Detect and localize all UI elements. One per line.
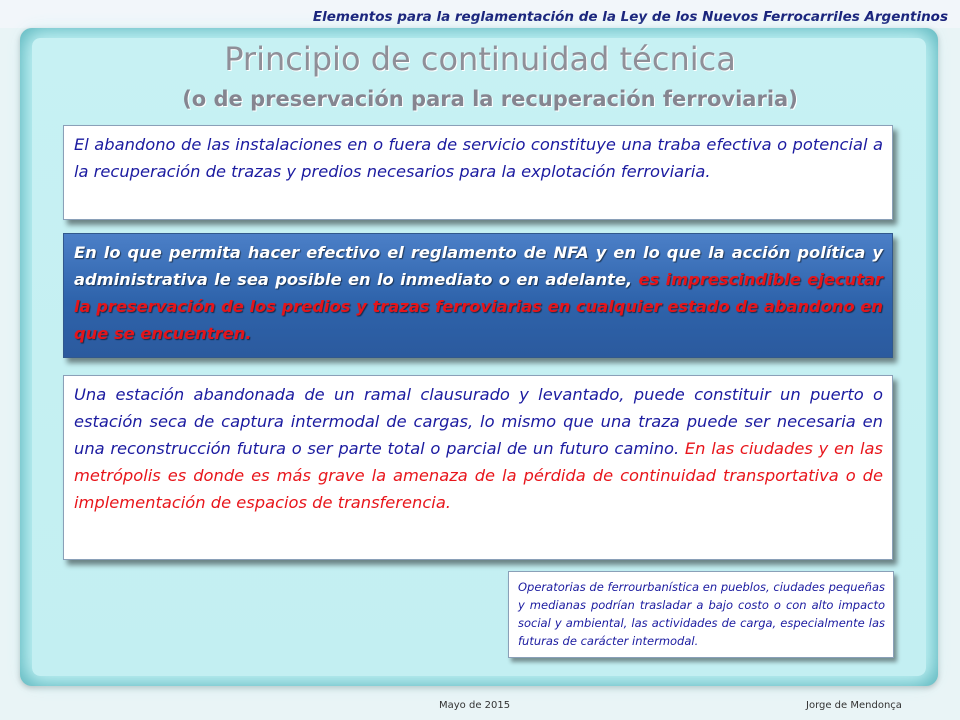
footer-date: Mayo de 2015 xyxy=(439,700,511,711)
text-box-estacion xyxy=(63,375,893,560)
header-title: Elementos para la reglamentación de la Ley de los Nuevos Ferrocarriles Argentinos xyxy=(312,9,948,25)
text-box-preservacion xyxy=(63,233,893,358)
box3-text-red: En las ciudades y en las metrópolis es donde es más grave la amenaza de la pérdida de continuidad transportativa o de implementación de espacios de transferencia. xyxy=(74,439,883,512)
slide-subtitle: (o de preservación para la recuperación ferroviaria) xyxy=(182,87,798,111)
note-box-ferrourbanistica xyxy=(508,571,894,658)
slide-title: Principio de continuidad técnica xyxy=(224,40,736,78)
footer-author: Jorge de Mendonça xyxy=(806,700,902,711)
box2-text-red: es imprescindible ejecutar la preservación de los predios y trazas ferroviarias en cualquier estado de abandono en que se encuentren. xyxy=(74,270,883,343)
box1-text: El abandono de las instalaciones en o fuera de servicio constituye una traba efectiva o potencial a la recuperación de trazas y predios necesarios para la explotación ferroviaria. xyxy=(74,135,883,181)
box2-text-white: En lo que permita hacer efectivo el reglamento de NFA y en lo que la acción política y administrativa le sea posible en lo inmediato o en adelante, xyxy=(74,243,883,289)
text-box-abandono xyxy=(63,125,893,220)
box3-text-blue: Una estación abandonada de un ramal clausurado y levantado, puede constituir un puerto o estación seca de captura intermodal de cargas, lo mismo que una traza puede ser necesaria en una reconstrucción futura o ser parte total o parcial de un futuro camino. xyxy=(74,385,883,458)
note-text: Operatorias de ferrourbanística en pueblos, ciudades pequeñas y medianas podrían trasladar a bajo costo o con alto impacto social y ambiental, las actividades de carga, especialmente las futuras de carácter intermodal. xyxy=(518,580,885,648)
header-bar xyxy=(0,0,960,28)
